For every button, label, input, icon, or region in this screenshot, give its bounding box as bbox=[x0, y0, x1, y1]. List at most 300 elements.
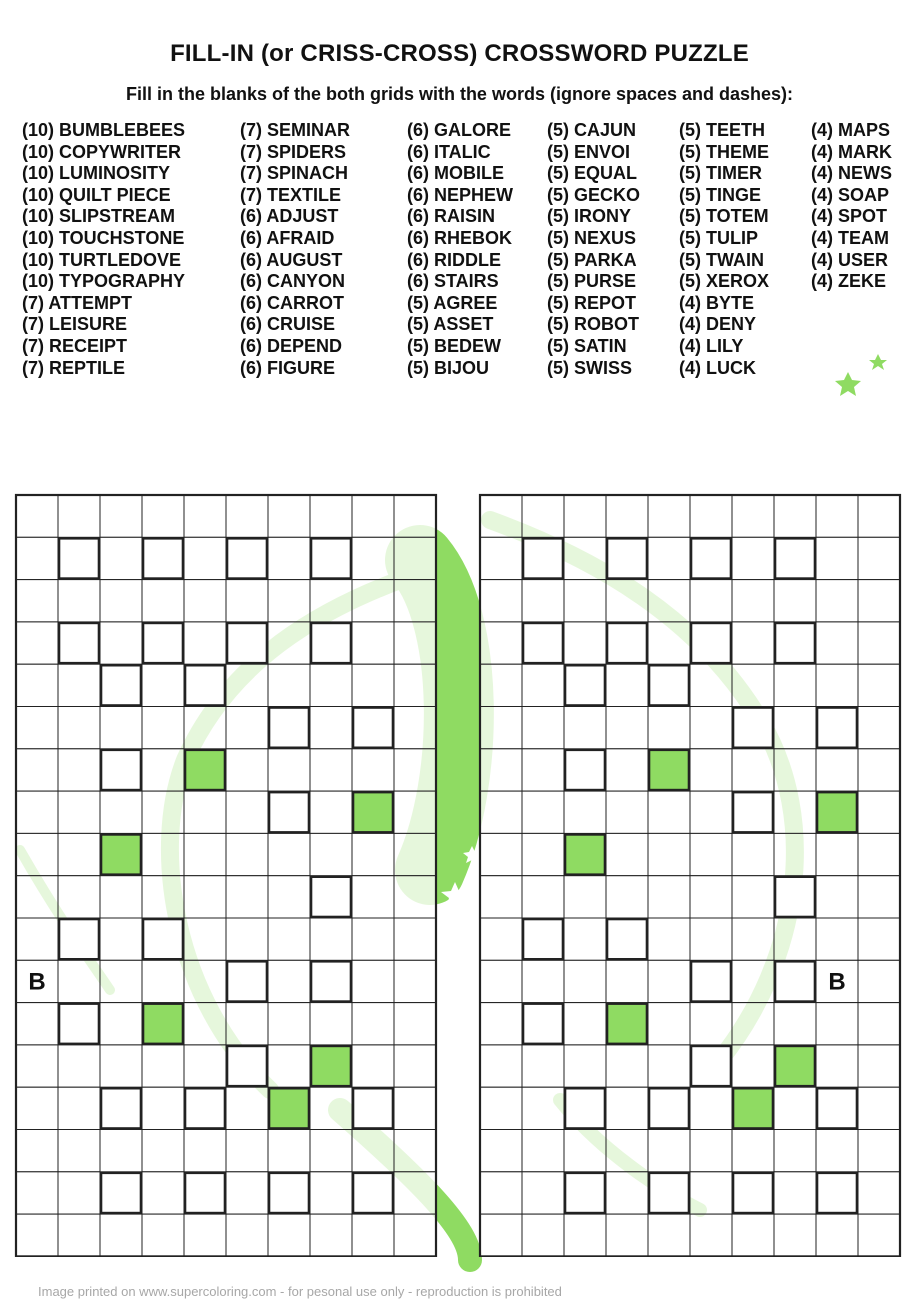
grid-cell[interactable] bbox=[480, 749, 522, 791]
grid-cell[interactable] bbox=[184, 960, 226, 1002]
grid-cell[interactable] bbox=[268, 833, 310, 875]
grid-cell[interactable] bbox=[184, 1214, 226, 1256]
grid-cell[interactable] bbox=[648, 960, 690, 1002]
grid-block bbox=[227, 961, 267, 1001]
grid-cell[interactable] bbox=[858, 791, 900, 833]
grid-cell[interactable] bbox=[394, 537, 436, 579]
grid-cell[interactable] bbox=[352, 537, 394, 579]
grid-cell[interactable] bbox=[310, 1214, 352, 1256]
grid-cell[interactable] bbox=[394, 918, 436, 960]
grid-cell[interactable] bbox=[394, 664, 436, 706]
grid-cell[interactable] bbox=[774, 495, 816, 537]
grid-cell[interactable] bbox=[268, 580, 310, 622]
grid-cell[interactable] bbox=[394, 495, 436, 537]
grid-cell[interactable] bbox=[480, 833, 522, 875]
grid-cell[interactable] bbox=[858, 664, 900, 706]
grid-cell[interactable] bbox=[226, 1172, 268, 1214]
grid-cell[interactable] bbox=[774, 833, 816, 875]
grid-cell[interactable] bbox=[732, 537, 774, 579]
grid-cell[interactable] bbox=[480, 580, 522, 622]
grid-cell[interactable] bbox=[816, 664, 858, 706]
grid-cell[interactable] bbox=[774, 707, 816, 749]
grid-cell[interactable] bbox=[100, 1130, 142, 1172]
grid-cell[interactable] bbox=[226, 580, 268, 622]
grid-cell[interactable] bbox=[858, 960, 900, 1002]
grid-cell[interactable] bbox=[268, 960, 310, 1002]
grid-cell[interactable] bbox=[858, 495, 900, 537]
grid-cell[interactable] bbox=[100, 537, 142, 579]
grid-cell[interactable] bbox=[690, 664, 732, 706]
grid-cell[interactable] bbox=[606, 495, 648, 537]
grid-cell[interactable] bbox=[858, 707, 900, 749]
grid-cell[interactable] bbox=[690, 1003, 732, 1045]
grid-cell[interactable] bbox=[16, 664, 58, 706]
grid-cell[interactable] bbox=[100, 622, 142, 664]
grid-cell[interactable] bbox=[690, 1130, 732, 1172]
grid-cell[interactable] bbox=[522, 707, 564, 749]
grid-cell[interactable] bbox=[480, 876, 522, 918]
grid-cell[interactable] bbox=[310, 791, 352, 833]
grid-cell[interactable] bbox=[16, 495, 58, 537]
grid-cell[interactable] bbox=[606, 707, 648, 749]
grid-cell[interactable] bbox=[522, 833, 564, 875]
grid-cell[interactable] bbox=[480, 1172, 522, 1214]
grid-cell[interactable] bbox=[480, 1003, 522, 1045]
grid-cell[interactable] bbox=[16, 707, 58, 749]
grid-cell[interactable] bbox=[648, 580, 690, 622]
grid-cell[interactable] bbox=[816, 749, 858, 791]
grid-cell[interactable] bbox=[480, 707, 522, 749]
grid-cell[interactable] bbox=[394, 1003, 436, 1045]
grid-cell[interactable] bbox=[732, 833, 774, 875]
grid-cell[interactable] bbox=[184, 791, 226, 833]
grid-cell[interactable] bbox=[58, 876, 100, 918]
grid-cell[interactable] bbox=[522, 1087, 564, 1129]
grid-cell[interactable] bbox=[58, 1214, 100, 1256]
grid-cell[interactable] bbox=[394, 1045, 436, 1087]
grid-cell[interactable] bbox=[816, 495, 858, 537]
grid-cell[interactable] bbox=[732, 876, 774, 918]
grid-cell[interactable] bbox=[100, 791, 142, 833]
grid-cell[interactable] bbox=[858, 1003, 900, 1045]
grid-cell[interactable] bbox=[858, 1214, 900, 1256]
grid-cell[interactable] bbox=[100, 1045, 142, 1087]
grid-cell[interactable] bbox=[690, 1214, 732, 1256]
grid-cell[interactable] bbox=[690, 495, 732, 537]
grid-cell[interactable] bbox=[732, 1003, 774, 1045]
grid-cell[interactable] bbox=[564, 918, 606, 960]
grid-cell[interactable] bbox=[606, 833, 648, 875]
word-list-item: (10) SLIPSTREAM bbox=[22, 206, 176, 227]
grid-cell[interactable] bbox=[58, 707, 100, 749]
word-list-item: (6) CARROT bbox=[240, 292, 344, 313]
grid-cell[interactable] bbox=[690, 876, 732, 918]
grid-cell[interactable] bbox=[690, 833, 732, 875]
grid-cell[interactable] bbox=[522, 960, 564, 1002]
grid-cell[interactable] bbox=[732, 495, 774, 537]
grid-cell[interactable] bbox=[648, 495, 690, 537]
grid-cell[interactable] bbox=[58, 1087, 100, 1129]
grid-cell[interactable] bbox=[142, 664, 184, 706]
grid-cell[interactable] bbox=[690, 1087, 732, 1129]
grid-cell[interactable] bbox=[226, 791, 268, 833]
grid-cell[interactable] bbox=[564, 960, 606, 1002]
grid-cell[interactable] bbox=[352, 960, 394, 1002]
grid-cell[interactable] bbox=[480, 1214, 522, 1256]
grid-cell[interactable] bbox=[732, 960, 774, 1002]
grid-cell[interactable] bbox=[268, 749, 310, 791]
grid-cell[interactable] bbox=[268, 664, 310, 706]
grid-cell[interactable] bbox=[184, 1130, 226, 1172]
grid-cell[interactable] bbox=[394, 1087, 436, 1129]
grid-cell[interactable] bbox=[184, 918, 226, 960]
grid-cell[interactable] bbox=[648, 1130, 690, 1172]
grid-cell[interactable] bbox=[142, 1130, 184, 1172]
grid-cell[interactable] bbox=[142, 1045, 184, 1087]
grid-block bbox=[143, 623, 183, 663]
grid-cell[interactable] bbox=[142, 495, 184, 537]
grid-cell[interactable] bbox=[142, 960, 184, 1002]
grid-cell[interactable] bbox=[690, 580, 732, 622]
grid-cell[interactable] bbox=[58, 1130, 100, 1172]
grid-cell[interactable] bbox=[184, 707, 226, 749]
grid-cell[interactable] bbox=[16, 1003, 58, 1045]
grid-cell[interactable] bbox=[480, 1130, 522, 1172]
grid-cell[interactable] bbox=[774, 1003, 816, 1045]
grid-cell[interactable] bbox=[564, 1214, 606, 1256]
grid-block bbox=[649, 665, 689, 705]
grid-cell[interactable] bbox=[226, 876, 268, 918]
grid-cell[interactable] bbox=[310, 707, 352, 749]
grid-cell[interactable] bbox=[564, 580, 606, 622]
grid-cell[interactable] bbox=[142, 876, 184, 918]
grid-cell[interactable] bbox=[522, 876, 564, 918]
grid-cell[interactable] bbox=[352, 918, 394, 960]
grid-cell[interactable] bbox=[310, 1172, 352, 1214]
grid-cell[interactable] bbox=[858, 833, 900, 875]
grid-cell[interactable] bbox=[564, 876, 606, 918]
grid-cell[interactable] bbox=[16, 918, 58, 960]
grid-cell[interactable] bbox=[606, 749, 648, 791]
grid-cell[interactable] bbox=[816, 537, 858, 579]
grid-cell[interactable] bbox=[16, 580, 58, 622]
grid-cell[interactable] bbox=[394, 876, 436, 918]
grid-cell[interactable] bbox=[16, 876, 58, 918]
grid-cell[interactable] bbox=[648, 833, 690, 875]
grid-cell[interactable] bbox=[310, 749, 352, 791]
grid-cell[interactable] bbox=[142, 1214, 184, 1256]
grid-cell[interactable] bbox=[858, 749, 900, 791]
grid-cell[interactable] bbox=[732, 580, 774, 622]
grid-cell[interactable] bbox=[522, 1130, 564, 1172]
grid-cell[interactable] bbox=[310, 664, 352, 706]
grid-cell[interactable] bbox=[522, 1045, 564, 1087]
grid-cell[interactable] bbox=[352, 1045, 394, 1087]
grid-cell[interactable] bbox=[480, 495, 522, 537]
word-list-item: (6) NEPHEW bbox=[407, 184, 514, 205]
grid-cell[interactable] bbox=[310, 918, 352, 960]
grid-cell[interactable] bbox=[564, 1130, 606, 1172]
grid-cell[interactable] bbox=[352, 833, 394, 875]
grid-cell[interactable] bbox=[58, 495, 100, 537]
grid-cell[interactable] bbox=[774, 1214, 816, 1256]
grid-cell[interactable] bbox=[142, 1172, 184, 1214]
grid-cell[interactable] bbox=[142, 833, 184, 875]
grid-cell[interactable] bbox=[606, 1130, 648, 1172]
grid-cell[interactable] bbox=[648, 791, 690, 833]
grid-cell[interactable] bbox=[480, 791, 522, 833]
grid-cell[interactable] bbox=[858, 1045, 900, 1087]
grid-cell[interactable] bbox=[522, 749, 564, 791]
grid-cell[interactable] bbox=[858, 918, 900, 960]
grid-cell[interactable] bbox=[564, 537, 606, 579]
grid-cell[interactable] bbox=[226, 1003, 268, 1045]
grid-cell[interactable] bbox=[268, 1045, 310, 1087]
grid-cell[interactable] bbox=[310, 580, 352, 622]
grid-cell[interactable] bbox=[58, 580, 100, 622]
grid-cell[interactable] bbox=[310, 1003, 352, 1045]
grid-cell[interactable] bbox=[16, 1172, 58, 1214]
grid-cell[interactable] bbox=[774, 1172, 816, 1214]
grid-cell[interactable] bbox=[732, 622, 774, 664]
grid-cell[interactable] bbox=[226, 1087, 268, 1129]
grid-cell[interactable] bbox=[16, 1045, 58, 1087]
grid-cell[interactable] bbox=[690, 918, 732, 960]
grid-cell[interactable] bbox=[732, 1045, 774, 1087]
grid-cell[interactable] bbox=[774, 580, 816, 622]
grid-cell[interactable] bbox=[816, 833, 858, 875]
grid-cell[interactable] bbox=[480, 1087, 522, 1129]
grid-cell[interactable] bbox=[16, 833, 58, 875]
grid-cell[interactable] bbox=[394, 1172, 436, 1214]
word-list-item: (6) AUGUST bbox=[240, 249, 343, 270]
grid-cell[interactable] bbox=[394, 749, 436, 791]
grid-cell[interactable] bbox=[226, 918, 268, 960]
grid-cell[interactable] bbox=[732, 1214, 774, 1256]
grid-cell[interactable] bbox=[268, 1214, 310, 1256]
grid-cell[interactable] bbox=[352, 1214, 394, 1256]
grid-cell[interactable] bbox=[858, 1087, 900, 1129]
grid-cell[interactable] bbox=[352, 622, 394, 664]
grid-cell[interactable] bbox=[522, 580, 564, 622]
grid-cell[interactable] bbox=[816, 1003, 858, 1045]
grid-cell[interactable] bbox=[732, 1130, 774, 1172]
grid-cell[interactable] bbox=[648, 622, 690, 664]
grid-cell[interactable] bbox=[142, 580, 184, 622]
grid-cell[interactable] bbox=[690, 1172, 732, 1214]
grid-cell[interactable] bbox=[858, 1130, 900, 1172]
grid-cell[interactable] bbox=[480, 918, 522, 960]
grid-cell[interactable] bbox=[522, 1172, 564, 1214]
grid-cell[interactable] bbox=[310, 833, 352, 875]
grid-cell[interactable] bbox=[606, 580, 648, 622]
grid-cell[interactable] bbox=[100, 495, 142, 537]
grid-cell[interactable] bbox=[310, 1087, 352, 1129]
grid-cell[interactable] bbox=[480, 960, 522, 1002]
grid-cell[interactable] bbox=[564, 622, 606, 664]
grid-marker-label: B bbox=[28, 968, 46, 996]
grid-cell[interactable] bbox=[352, 495, 394, 537]
grid-cell[interactable] bbox=[16, 749, 58, 791]
grid-cell[interactable] bbox=[522, 495, 564, 537]
grid-cell[interactable] bbox=[268, 537, 310, 579]
grid-cell[interactable] bbox=[816, 580, 858, 622]
grid-cell[interactable] bbox=[16, 537, 58, 579]
grid-cell[interactable] bbox=[268, 918, 310, 960]
grid-cell[interactable] bbox=[816, 1045, 858, 1087]
grid-cell[interactable] bbox=[184, 1003, 226, 1045]
grid-marker-label: B bbox=[828, 968, 846, 996]
grid-cell[interactable] bbox=[184, 1045, 226, 1087]
grid-cell[interactable] bbox=[268, 495, 310, 537]
grid-cell[interactable] bbox=[58, 960, 100, 1002]
grid-cell[interactable] bbox=[394, 791, 436, 833]
grid-cell[interactable] bbox=[58, 664, 100, 706]
grid-cell[interactable] bbox=[58, 749, 100, 791]
grid-cell[interactable] bbox=[226, 749, 268, 791]
grid-cell[interactable] bbox=[184, 833, 226, 875]
grid-cell[interactable] bbox=[394, 707, 436, 749]
grid-cell[interactable] bbox=[858, 580, 900, 622]
grid-cell[interactable] bbox=[858, 1172, 900, 1214]
grid-cell[interactable] bbox=[184, 876, 226, 918]
grid-cell[interactable] bbox=[142, 707, 184, 749]
grid-cell[interactable] bbox=[16, 1087, 58, 1129]
grid-cell[interactable] bbox=[184, 537, 226, 579]
grid-block bbox=[185, 750, 225, 790]
grid-cell[interactable] bbox=[184, 580, 226, 622]
grid-cell[interactable] bbox=[352, 876, 394, 918]
grid-cell[interactable] bbox=[690, 707, 732, 749]
grid-cell[interactable] bbox=[816, 622, 858, 664]
grid-cell[interactable] bbox=[268, 1130, 310, 1172]
grid-cell[interactable] bbox=[268, 876, 310, 918]
grid-cell[interactable] bbox=[648, 707, 690, 749]
grid-cell[interactable] bbox=[352, 1003, 394, 1045]
grid-cell[interactable] bbox=[816, 918, 858, 960]
grid-cell[interactable] bbox=[352, 664, 394, 706]
grid-cell[interactable] bbox=[310, 495, 352, 537]
grid-cell[interactable] bbox=[816, 1130, 858, 1172]
grid-cell[interactable] bbox=[564, 707, 606, 749]
grid-cell[interactable] bbox=[606, 791, 648, 833]
grid-cell[interactable] bbox=[564, 1003, 606, 1045]
grid-cell[interactable] bbox=[142, 791, 184, 833]
grid-cell[interactable] bbox=[648, 1003, 690, 1045]
grid-cell[interactable] bbox=[58, 1172, 100, 1214]
grid-cell[interactable] bbox=[606, 664, 648, 706]
grid-cell[interactable] bbox=[16, 622, 58, 664]
grid-cell[interactable] bbox=[606, 1172, 648, 1214]
grid-cell[interactable] bbox=[564, 495, 606, 537]
grid-cell[interactable] bbox=[142, 749, 184, 791]
grid-cell[interactable] bbox=[184, 622, 226, 664]
grid-cell[interactable] bbox=[774, 791, 816, 833]
grid-cell[interactable] bbox=[648, 1214, 690, 1256]
grid-cell[interactable] bbox=[16, 1214, 58, 1256]
grid-cell[interactable] bbox=[226, 664, 268, 706]
grid-cell[interactable] bbox=[352, 1130, 394, 1172]
grid-cell[interactable] bbox=[816, 1214, 858, 1256]
grid-cell[interactable] bbox=[648, 876, 690, 918]
grid-cell[interactable] bbox=[732, 918, 774, 960]
grid-cell[interactable] bbox=[100, 960, 142, 1002]
grid-cell[interactable] bbox=[268, 1003, 310, 1045]
grid-cell[interactable] bbox=[774, 918, 816, 960]
grid-cell[interactable] bbox=[858, 622, 900, 664]
grid-cell[interactable] bbox=[100, 918, 142, 960]
grid-cell[interactable] bbox=[58, 833, 100, 875]
grid-cell[interactable] bbox=[774, 1130, 816, 1172]
grid-cell[interactable] bbox=[100, 1003, 142, 1045]
grid-cell[interactable] bbox=[480, 622, 522, 664]
grid-cell[interactable] bbox=[226, 707, 268, 749]
grid-cell[interactable] bbox=[226, 1130, 268, 1172]
grid-cell[interactable] bbox=[100, 580, 142, 622]
grid-cell[interactable] bbox=[522, 1214, 564, 1256]
grid-cell[interactable] bbox=[564, 791, 606, 833]
grid-cell[interactable] bbox=[394, 580, 436, 622]
grid-cell[interactable] bbox=[58, 1045, 100, 1087]
grid-cell[interactable] bbox=[16, 1130, 58, 1172]
grid-cell[interactable] bbox=[648, 537, 690, 579]
grid-cell[interactable] bbox=[774, 1087, 816, 1129]
grid-cell[interactable] bbox=[352, 580, 394, 622]
grid-cell[interactable] bbox=[564, 1045, 606, 1087]
grid-cell[interactable] bbox=[394, 622, 436, 664]
grid-cell[interactable] bbox=[648, 918, 690, 960]
grid-cell[interactable] bbox=[100, 707, 142, 749]
grid-cell[interactable] bbox=[480, 1045, 522, 1087]
grid-cell[interactable] bbox=[184, 495, 226, 537]
grid-cell[interactable] bbox=[352, 749, 394, 791]
grid-cell[interactable] bbox=[732, 749, 774, 791]
grid-cell[interactable] bbox=[16, 791, 58, 833]
grid-cell[interactable] bbox=[480, 537, 522, 579]
grid-cell[interactable] bbox=[58, 791, 100, 833]
grid-cell[interactable] bbox=[774, 749, 816, 791]
grid-cell[interactable] bbox=[226, 833, 268, 875]
grid-cell[interactable] bbox=[394, 960, 436, 1002]
grid-cell[interactable] bbox=[606, 1087, 648, 1129]
grid-cell[interactable] bbox=[480, 664, 522, 706]
grid-cell[interactable] bbox=[310, 1130, 352, 1172]
grid-cell[interactable] bbox=[522, 664, 564, 706]
grid-cell[interactable] bbox=[606, 876, 648, 918]
grid-cell[interactable] bbox=[100, 876, 142, 918]
grid-cell[interactable] bbox=[648, 1045, 690, 1087]
grid-cell[interactable] bbox=[606, 1214, 648, 1256]
grid-cell[interactable] bbox=[226, 495, 268, 537]
grid-cell[interactable] bbox=[394, 1214, 436, 1256]
grid-cell[interactable] bbox=[690, 791, 732, 833]
grid-cell[interactable] bbox=[606, 1045, 648, 1087]
grid-cell[interactable] bbox=[226, 1214, 268, 1256]
grid-cell[interactable] bbox=[858, 537, 900, 579]
grid-cell[interactable] bbox=[816, 876, 858, 918]
grid-cell[interactable] bbox=[268, 622, 310, 664]
grid-cell[interactable] bbox=[732, 664, 774, 706]
grid-cell[interactable] bbox=[142, 1087, 184, 1129]
grid-cell[interactable] bbox=[606, 960, 648, 1002]
grid-cell[interactable] bbox=[858, 876, 900, 918]
grid-cell[interactable] bbox=[690, 749, 732, 791]
grid-cell[interactable] bbox=[394, 833, 436, 875]
grid-cell[interactable] bbox=[522, 791, 564, 833]
grid-cell[interactable] bbox=[100, 1214, 142, 1256]
grid-cell[interactable] bbox=[774, 664, 816, 706]
grid-cell[interactable] bbox=[394, 1130, 436, 1172]
